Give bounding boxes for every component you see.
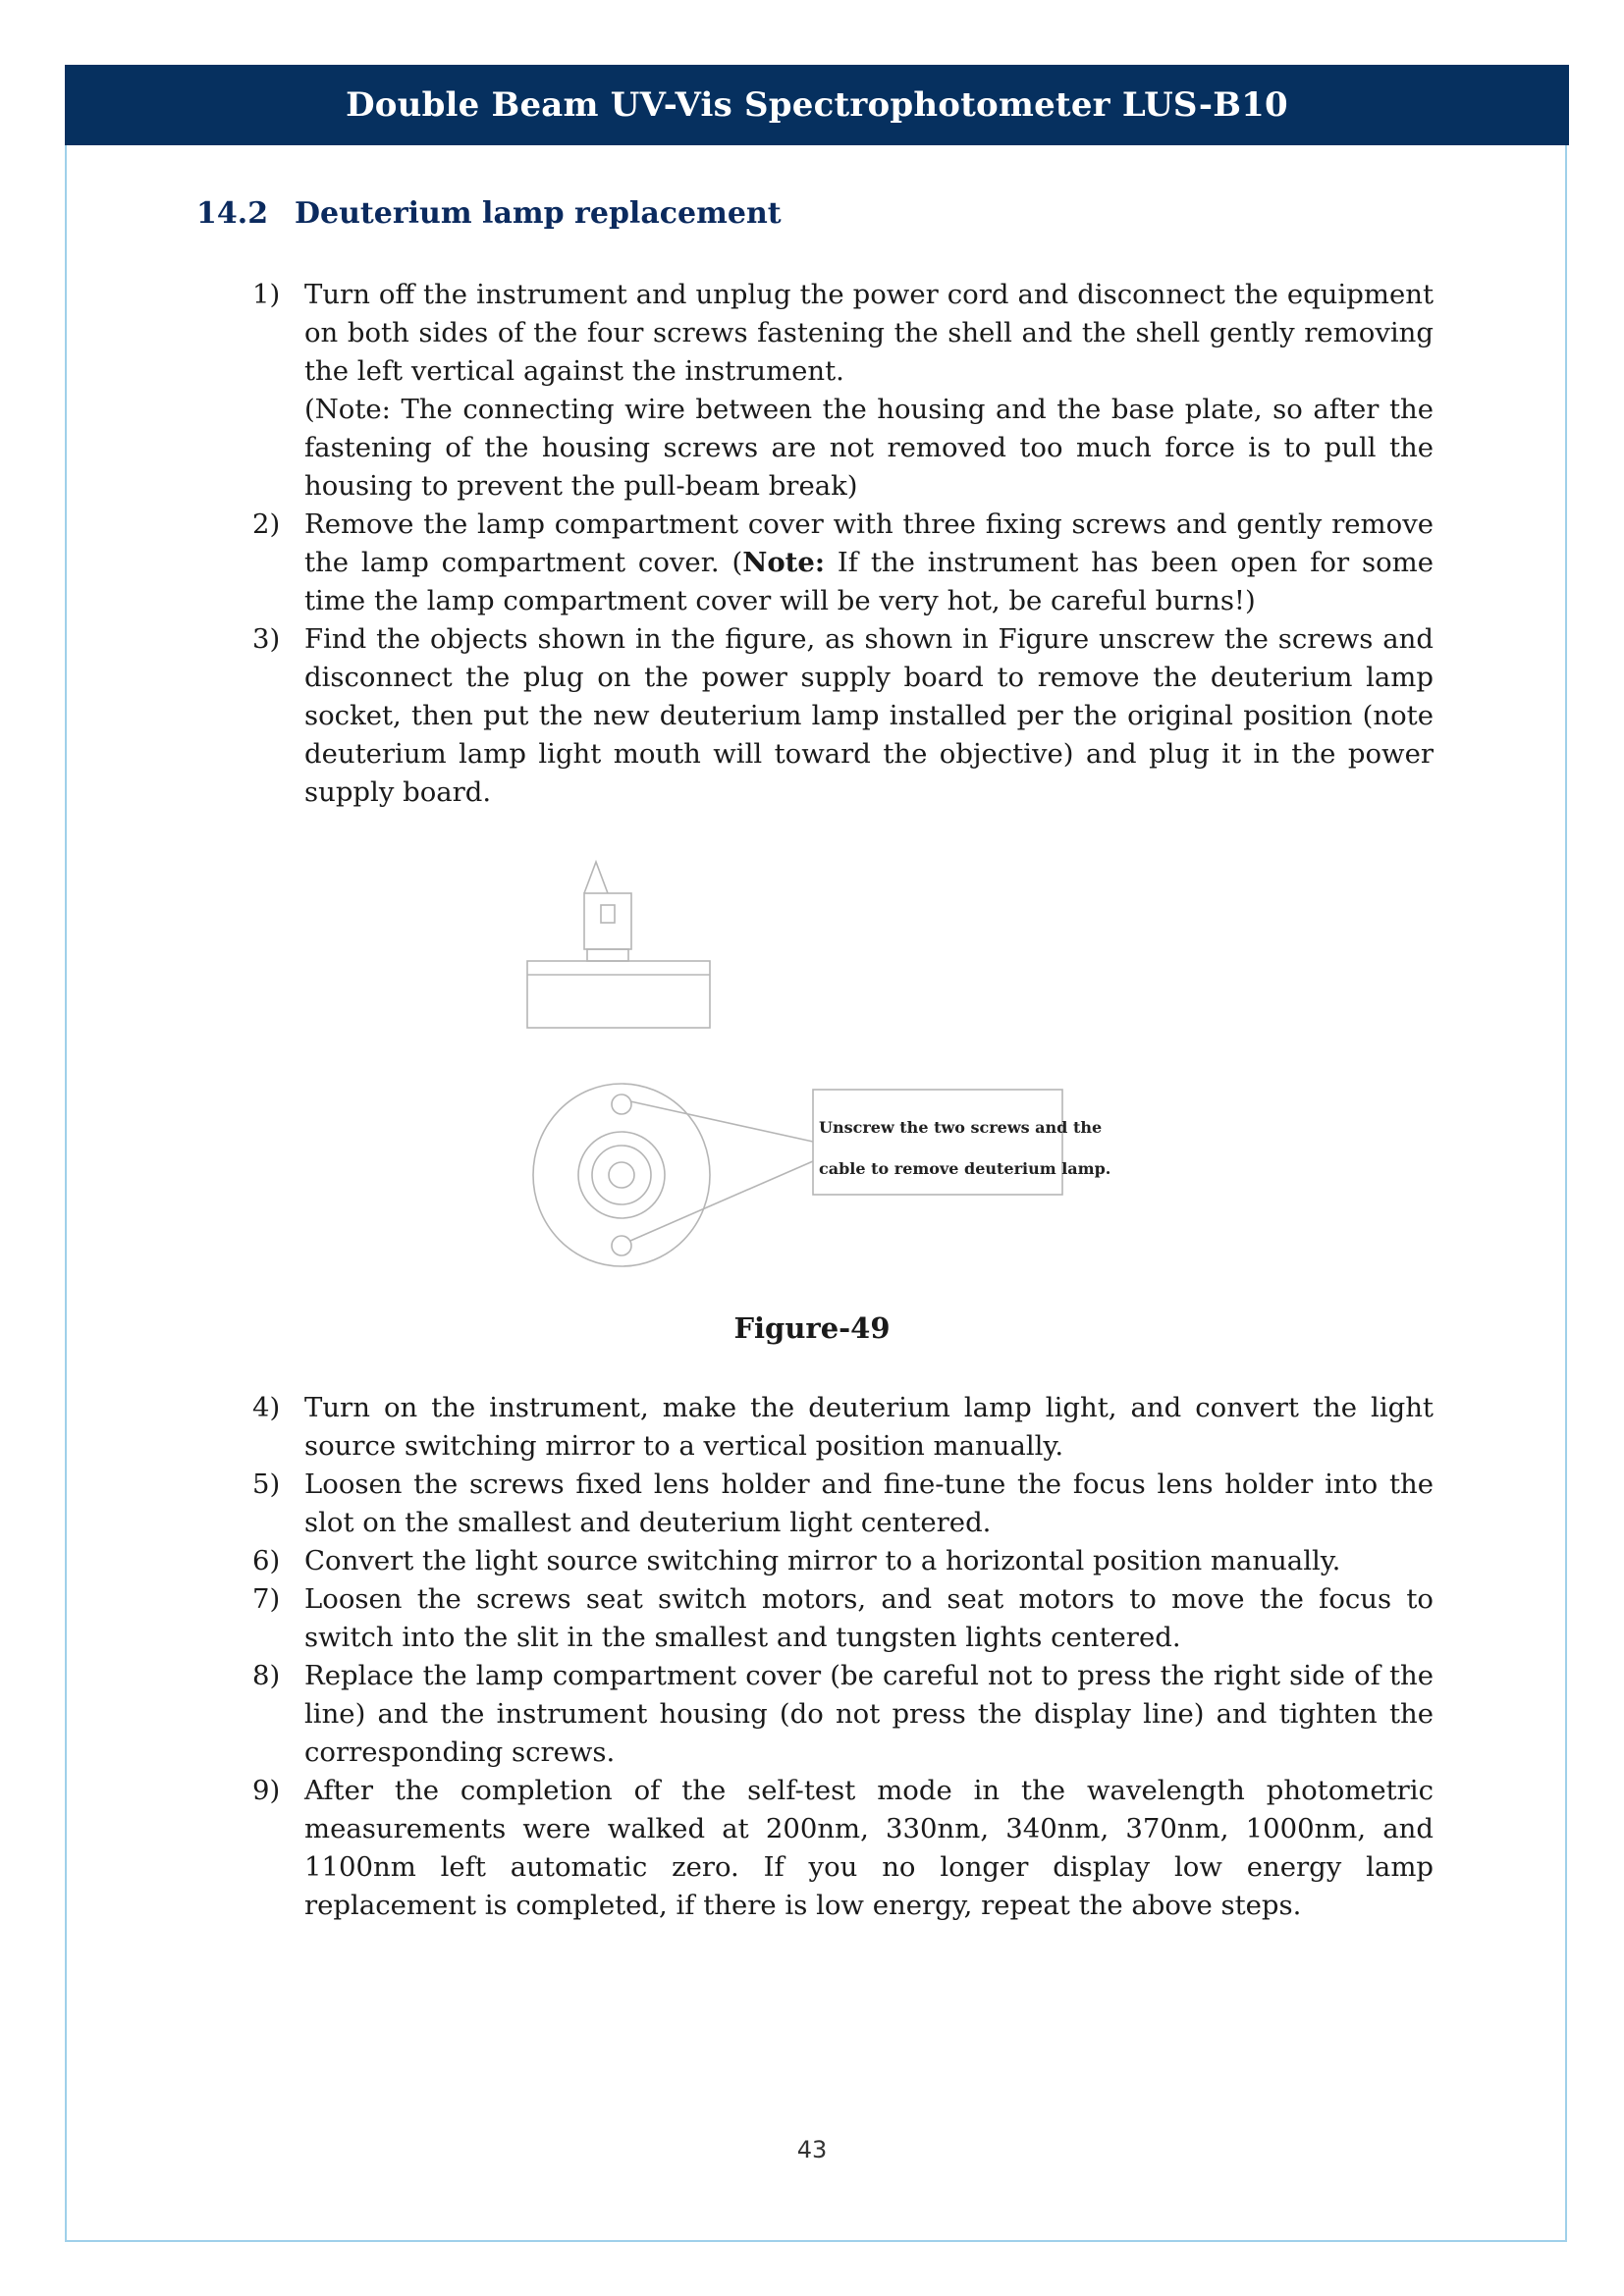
step-number: 2) [252,508,281,540]
document-header [65,65,1569,145]
section-heading [196,196,782,231]
step-text: After the completion of the self-test mode in the wavelength photometric measurements were walked at 200nm, 330nm, 340nm, 370nm, 1000nm, and 1100nm left automatic zero. If you no longer display low energy lamp replacement is completed, if there is low energy, repeat the above steps. [304,1775,1434,1921]
lamp-base-shape [527,961,710,1028]
step-text: Replace the lamp compartment cover (be careful not to press the right side of the line) and the instrument housing (do not press the display line) and tighten the corresponding screws. [304,1660,1434,1768]
lamp-neck-shape [587,949,628,961]
section-number: 14.2 [196,196,269,231]
leader-line-bottom [630,1161,813,1241]
step-item [242,1772,1434,1925]
step-text: Find the objects shown in the figure, as shown in Figure unscrew the screws and disconnect the plug on the power supply board to remove the deuterium lamp socket, then put the new deuterium lamp installed per the original position (note deuterium lamp light mouth will toward the objective) and plug it in the power supply board. [304,623,1434,808]
step-text: Convert the light source switching mirror to a horizontal position manually. [304,1545,1341,1576]
top-screw-hole [612,1095,631,1114]
step-text: Turn off the instrument and unplug the power cord and disconnect the equipment on both sides of the four screws fastening the shell and the shell gently removing the left vertical against the instrument. [304,279,1434,387]
step-number: 6) [252,1545,281,1576]
socket-ring-inner [609,1162,634,1188]
section-title: Deuterium lamp replacement [295,196,782,231]
note-label: Note: [742,547,826,578]
step-number: 9) [252,1775,281,1806]
lamp-tip-shape [584,862,608,893]
callout-box [813,1090,1062,1195]
step-item [242,1466,1434,1542]
step-number: 4) [252,1392,281,1423]
step-item [242,276,1434,506]
lamp-socket-outer [533,1084,710,1266]
step-text: Loosen the screws seat switch motors, and seat motors to move the focus to switch into the slit in the smallest and tungsten lights centered. [304,1583,1434,1653]
callout-line-1: Unscrew the two screws and the [819,1118,1103,1137]
step-text: Remove the lamp compartment cover with three fixing screws and gently remove the lamp compartment cover. ( [304,508,1434,578]
step-item [242,1389,1434,1466]
step-item [242,620,1434,812]
leader-line-top [630,1101,813,1142]
figure-caption: Figure-49 [733,1311,891,1345]
step-number: 1) [252,279,281,310]
step-number: 5) [252,1468,281,1500]
lamp-window-shape [601,905,615,923]
step-number: 3) [252,623,281,655]
step-item [242,1542,1434,1580]
bottom-screw-hole [612,1236,631,1255]
step-number: 8) [252,1660,281,1691]
step-text: Turn on the instrument, make the deuterium lamp light, and convert the light source switching mirror to a vertical position manually. [304,1392,1434,1462]
document-title: Double Beam UV-Vis Spectrophotometer LUS-B10 [346,85,1288,125]
step-text: Loosen the screws fixed lens holder and fine-tune the focus lens holder into the slot on the smallest and deuterium light centered. [304,1468,1434,1538]
lamp-body-shape [584,893,631,949]
page-number: 43 [796,2136,828,2163]
step-item [242,506,1434,620]
step-item [242,1657,1434,1772]
callout-line-2: cable to remove deuterium lamp. [819,1159,1111,1178]
steps-list-part1 [242,276,1434,812]
socket-ring-mid [592,1146,651,1204]
step-text-cont: If the instrument has been open for some time the lamp compartment cover will be very hot, be careful burns!) [304,547,1434,616]
step-note: (Note: The connecting wire between the housing and the base plate, so after the fastening of the housing screws are not removed too much force is to pull the housing to prevent the pull-beam break) [304,394,1434,502]
step-item [242,1580,1434,1657]
step-number: 7) [252,1583,281,1615]
lamp-diagram [511,844,1119,1276]
steps-list-part2 [242,1389,1434,1925]
